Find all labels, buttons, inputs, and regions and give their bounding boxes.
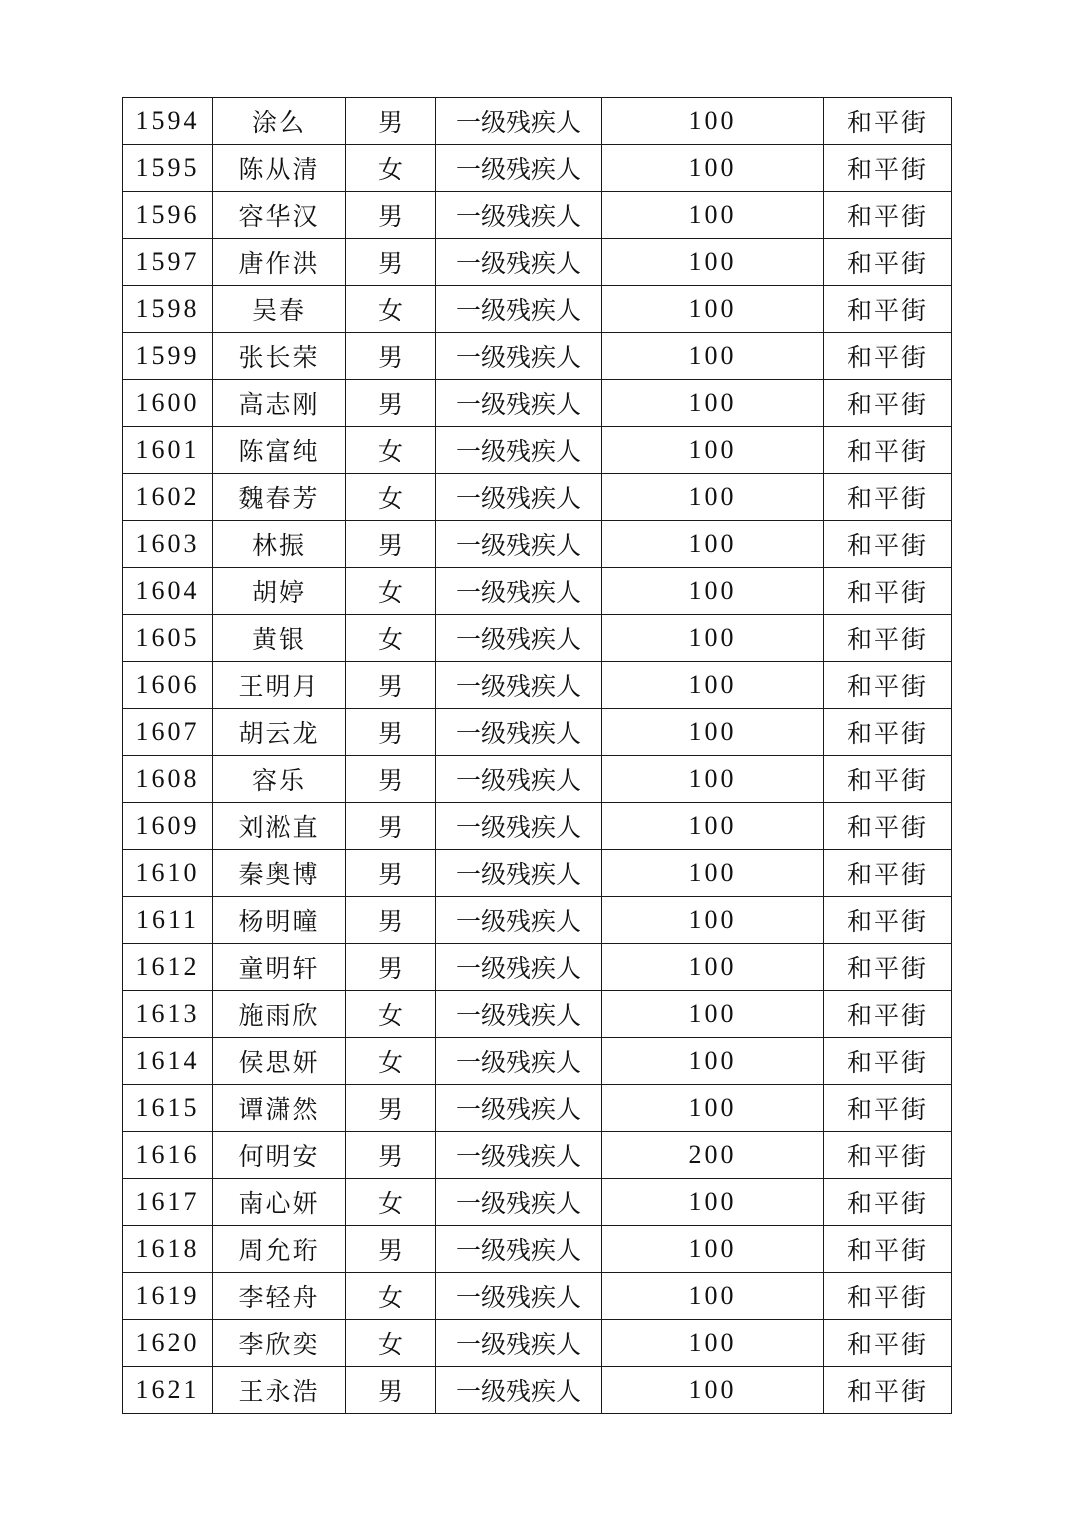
serial-number-cell: 1602 (123, 474, 213, 521)
table-row (123, 991, 952, 1038)
serial-number-cell: 1616 (123, 1132, 213, 1179)
subsidy-amount-cell: 100 (602, 756, 824, 803)
serial-number-cell: 1619 (123, 1273, 213, 1320)
disability-category-cell: 一级残疾人 (436, 1179, 602, 1226)
disability-category-cell: 一级残疾人 (436, 474, 602, 521)
gender-cell: 女 (346, 991, 436, 1038)
serial-number-cell: 1610 (123, 850, 213, 897)
serial-number-cell: 1600 (123, 380, 213, 427)
street-cell: 和平街 (824, 568, 952, 615)
person-name-cell: 刘淞直 (213, 803, 346, 850)
street-cell: 和平街 (824, 756, 952, 803)
street-cell: 和平街 (824, 1226, 952, 1273)
disability-category-cell: 一级残疾人 (436, 1273, 602, 1320)
table-row (123, 568, 952, 615)
street-cell: 和平街 (824, 521, 952, 568)
street-cell: 和平街 (824, 1320, 952, 1367)
person-name-cell: 黄银 (213, 615, 346, 662)
roster-body (123, 98, 952, 1414)
disability-category-cell: 一级残疾人 (436, 427, 602, 474)
street-cell: 和平街 (824, 380, 952, 427)
street-cell: 和平街 (824, 98, 952, 145)
disability-category-cell: 一级残疾人 (436, 1320, 602, 1367)
subsidy-amount-cell: 100 (602, 1320, 824, 1367)
person-name-cell: 陈从清 (213, 145, 346, 192)
subsidy-amount-cell: 200 (602, 1132, 824, 1179)
person-name-cell: 吴春 (213, 286, 346, 333)
table-row (123, 1132, 952, 1179)
subsidy-amount-cell: 100 (602, 333, 824, 380)
person-name-cell: 胡云龙 (213, 709, 346, 756)
gender-cell: 男 (346, 1132, 436, 1179)
table-row (123, 1367, 952, 1414)
subsidy-amount-cell: 100 (602, 474, 824, 521)
table-row (123, 615, 952, 662)
street-cell: 和平街 (824, 991, 952, 1038)
street-cell: 和平街 (824, 803, 952, 850)
subsidy-amount-cell: 100 (602, 1273, 824, 1320)
disability-category-cell: 一级残疾人 (436, 850, 602, 897)
gender-cell: 女 (346, 615, 436, 662)
serial-number-cell: 1597 (123, 239, 213, 286)
subsidy-amount-cell: 100 (602, 427, 824, 474)
gender-cell: 男 (346, 662, 436, 709)
subsidy-amount-cell: 100 (602, 568, 824, 615)
serial-number-cell: 1614 (123, 1038, 213, 1085)
subsidy-amount-cell: 100 (602, 850, 824, 897)
subsidy-amount-cell: 100 (602, 1226, 824, 1273)
person-name-cell: 童明轩 (213, 944, 346, 991)
gender-cell: 男 (346, 380, 436, 427)
street-cell: 和平街 (824, 1273, 952, 1320)
subsidy-amount-cell: 100 (602, 1179, 824, 1226)
street-cell: 和平街 (824, 662, 952, 709)
gender-cell: 男 (346, 1367, 436, 1414)
gender-cell: 女 (346, 145, 436, 192)
gender-cell: 女 (346, 568, 436, 615)
person-name-cell: 高志刚 (213, 380, 346, 427)
table-row (123, 944, 952, 991)
disability-category-cell: 一级残疾人 (436, 1226, 602, 1273)
disability-category-cell: 一级残疾人 (436, 1038, 602, 1085)
street-cell: 和平街 (824, 286, 952, 333)
table-row (123, 145, 952, 192)
person-name-cell: 涂么 (213, 98, 346, 145)
street-cell: 和平街 (824, 192, 952, 239)
person-name-cell: 胡婷 (213, 568, 346, 615)
person-name-cell: 秦奥博 (213, 850, 346, 897)
person-name-cell: 林振 (213, 521, 346, 568)
disability-category-cell: 一级残疾人 (436, 991, 602, 1038)
gender-cell: 女 (346, 474, 436, 521)
street-cell: 和平街 (824, 1085, 952, 1132)
serial-number-cell: 1606 (123, 662, 213, 709)
table-row (123, 803, 952, 850)
serial-number-cell: 1617 (123, 1179, 213, 1226)
table-row (123, 1085, 952, 1132)
person-name-cell: 谭潇然 (213, 1085, 346, 1132)
table-row (123, 1038, 952, 1085)
serial-number-cell: 1607 (123, 709, 213, 756)
disability-category-cell: 一级残疾人 (436, 1085, 602, 1132)
table-row (123, 192, 952, 239)
street-cell: 和平街 (824, 615, 952, 662)
person-name-cell: 陈富纯 (213, 427, 346, 474)
subsidy-amount-cell: 100 (602, 145, 824, 192)
serial-number-cell: 1601 (123, 427, 213, 474)
table-row (123, 897, 952, 944)
serial-number-cell: 1595 (123, 145, 213, 192)
street-cell: 和平街 (824, 1179, 952, 1226)
person-name-cell: 王永浩 (213, 1367, 346, 1414)
subsidy-amount-cell: 100 (602, 1038, 824, 1085)
gender-cell: 女 (346, 1320, 436, 1367)
person-name-cell: 李轻舟 (213, 1273, 346, 1320)
disability-category-cell: 一级残疾人 (436, 1132, 602, 1179)
disability-category-cell: 一级残疾人 (436, 709, 602, 756)
subsidy-amount-cell: 100 (602, 709, 824, 756)
subsidy-amount-cell: 100 (602, 1085, 824, 1132)
table-row (123, 427, 952, 474)
table-row (123, 756, 952, 803)
subsidy-amount-cell: 100 (602, 98, 824, 145)
table-row (123, 1273, 952, 1320)
disability-category-cell: 一级残疾人 (436, 568, 602, 615)
person-name-cell: 施雨欣 (213, 991, 346, 1038)
gender-cell: 男 (346, 521, 436, 568)
subsidy-amount-cell: 100 (602, 1367, 824, 1414)
street-cell: 和平街 (824, 1132, 952, 1179)
person-name-cell: 侯思妍 (213, 1038, 346, 1085)
table-row (123, 1179, 952, 1226)
subsidy-amount-cell: 100 (602, 803, 824, 850)
subsidy-amount-cell: 100 (602, 239, 824, 286)
person-name-cell: 南心妍 (213, 1179, 346, 1226)
person-name-cell: 杨明曈 (213, 897, 346, 944)
disability-category-cell: 一级残疾人 (436, 944, 602, 991)
gender-cell: 男 (346, 1226, 436, 1273)
person-name-cell: 王明月 (213, 662, 346, 709)
gender-cell: 男 (346, 709, 436, 756)
serial-number-cell: 1603 (123, 521, 213, 568)
gender-cell: 男 (346, 333, 436, 380)
table-row (123, 1226, 952, 1273)
table-row (123, 380, 952, 427)
street-cell: 和平街 (824, 897, 952, 944)
table-row (123, 333, 952, 380)
table-row (123, 286, 952, 333)
person-name-cell: 容乐 (213, 756, 346, 803)
street-cell: 和平街 (824, 1367, 952, 1414)
person-name-cell: 容华汉 (213, 192, 346, 239)
serial-number-cell: 1621 (123, 1367, 213, 1414)
disability-category-cell: 一级残疾人 (436, 615, 602, 662)
gender-cell: 女 (346, 1179, 436, 1226)
subsidy-roster-table (122, 97, 952, 1414)
gender-cell: 女 (346, 1038, 436, 1085)
serial-number-cell: 1596 (123, 192, 213, 239)
disability-category-cell: 一级残疾人 (436, 333, 602, 380)
gender-cell: 男 (346, 756, 436, 803)
street-cell: 和平街 (824, 333, 952, 380)
serial-number-cell: 1608 (123, 756, 213, 803)
gender-cell: 男 (346, 192, 436, 239)
disability-category-cell: 一级残疾人 (436, 521, 602, 568)
table-row (123, 521, 952, 568)
person-name-cell: 张长荣 (213, 333, 346, 380)
street-cell: 和平街 (824, 427, 952, 474)
gender-cell: 男 (346, 803, 436, 850)
table-row (123, 850, 952, 897)
gender-cell: 男 (346, 944, 436, 991)
gender-cell: 女 (346, 427, 436, 474)
table-row (123, 1320, 952, 1367)
disability-category-cell: 一级残疾人 (436, 192, 602, 239)
serial-number-cell: 1598 (123, 286, 213, 333)
serial-number-cell: 1611 (123, 897, 213, 944)
subsidy-amount-cell: 100 (602, 521, 824, 568)
serial-number-cell: 1612 (123, 944, 213, 991)
disability-category-cell: 一级残疾人 (436, 897, 602, 944)
disability-category-cell: 一级残疾人 (436, 98, 602, 145)
person-name-cell: 周允珩 (213, 1226, 346, 1273)
disability-category-cell: 一级残疾人 (436, 239, 602, 286)
gender-cell: 男 (346, 98, 436, 145)
subsidy-amount-cell: 100 (602, 944, 824, 991)
gender-cell: 男 (346, 239, 436, 286)
subsidy-amount-cell: 100 (602, 615, 824, 662)
serial-number-cell: 1599 (123, 333, 213, 380)
serial-number-cell: 1594 (123, 98, 213, 145)
subsidy-amount-cell: 100 (602, 380, 824, 427)
table-row (123, 662, 952, 709)
person-name-cell: 何明安 (213, 1132, 346, 1179)
gender-cell: 男 (346, 850, 436, 897)
serial-number-cell: 1615 (123, 1085, 213, 1132)
street-cell: 和平街 (824, 850, 952, 897)
street-cell: 和平街 (824, 944, 952, 991)
street-cell: 和平街 (824, 239, 952, 286)
disability-category-cell: 一级残疾人 (436, 1367, 602, 1414)
table-row (123, 474, 952, 521)
serial-number-cell: 1613 (123, 991, 213, 1038)
table-row (123, 98, 952, 145)
subsidy-amount-cell: 100 (602, 991, 824, 1038)
person-name-cell: 李欣奕 (213, 1320, 346, 1367)
serial-number-cell: 1604 (123, 568, 213, 615)
disability-category-cell: 一级残疾人 (436, 803, 602, 850)
table-row (123, 709, 952, 756)
subsidy-amount-cell: 100 (602, 662, 824, 709)
street-cell: 和平街 (824, 145, 952, 192)
gender-cell: 女 (346, 1273, 436, 1320)
person-name-cell: 唐作洪 (213, 239, 346, 286)
gender-cell: 男 (346, 897, 436, 944)
street-cell: 和平街 (824, 1038, 952, 1085)
subsidy-amount-cell: 100 (602, 192, 824, 239)
serial-number-cell: 1620 (123, 1320, 213, 1367)
street-cell: 和平街 (824, 709, 952, 756)
serial-number-cell: 1605 (123, 615, 213, 662)
disability-category-cell: 一级残疾人 (436, 380, 602, 427)
serial-number-cell: 1609 (123, 803, 213, 850)
table-row (123, 239, 952, 286)
disability-category-cell: 一级残疾人 (436, 756, 602, 803)
street-cell: 和平街 (824, 474, 952, 521)
subsidy-amount-cell: 100 (602, 286, 824, 333)
disability-category-cell: 一级残疾人 (436, 286, 602, 333)
gender-cell: 女 (346, 286, 436, 333)
serial-number-cell: 1618 (123, 1226, 213, 1273)
subsidy-amount-cell: 100 (602, 897, 824, 944)
gender-cell: 男 (346, 1085, 436, 1132)
person-name-cell: 魏春芳 (213, 474, 346, 521)
disability-category-cell: 一级残疾人 (436, 662, 602, 709)
disability-category-cell: 一级残疾人 (436, 145, 602, 192)
